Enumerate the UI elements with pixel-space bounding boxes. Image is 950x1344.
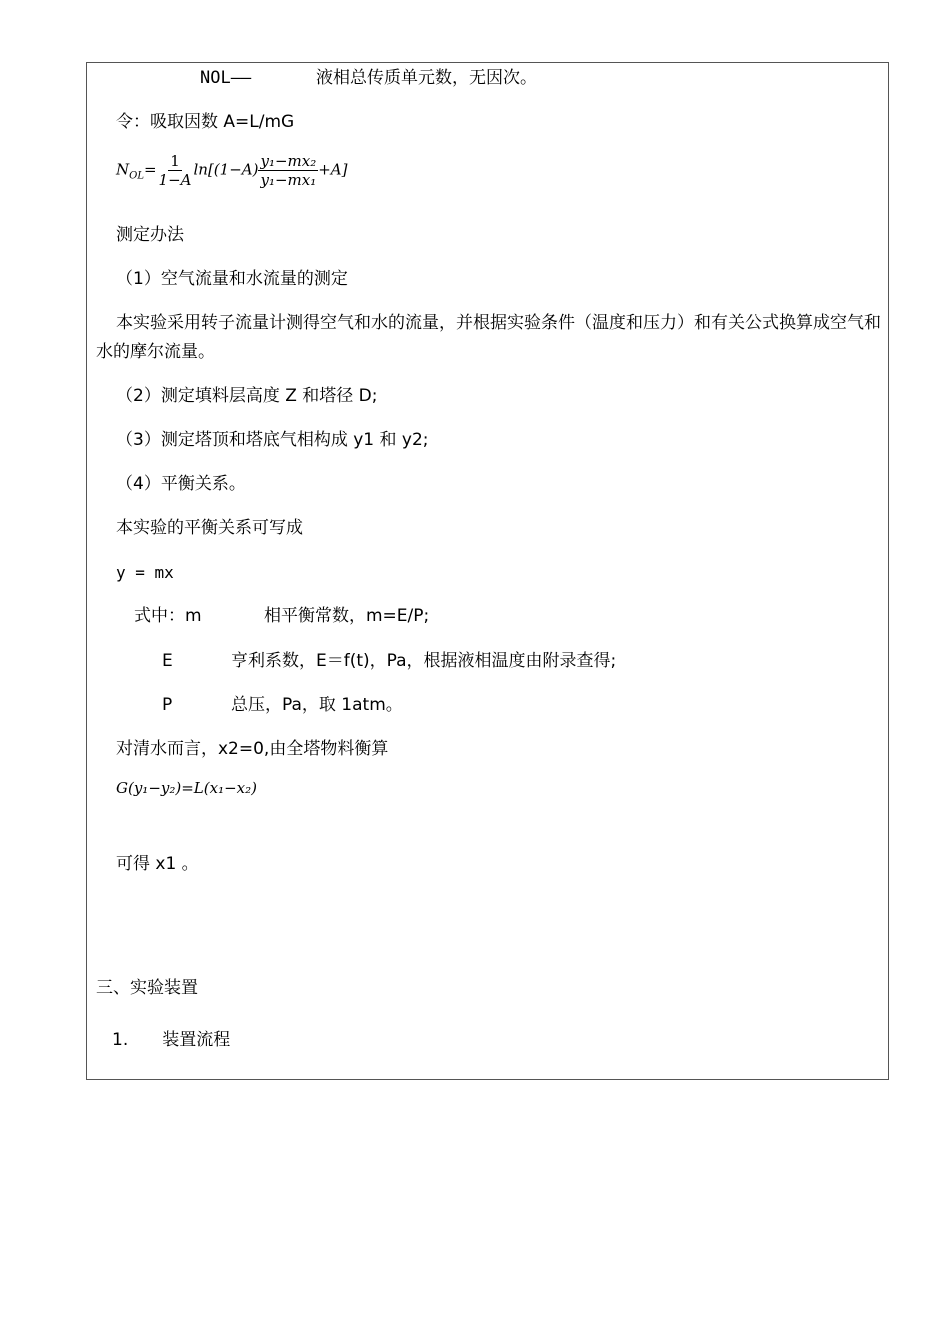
method-item-1-description: 本实验采用转子流量计测得空气和水的流量，并根据实验条件（温度和压力）和有关公式换算成空气和水的摩尔流量。: [96, 313, 881, 362]
formula-fraction-2: [258, 152, 318, 189]
formula-fraction-1: [157, 152, 194, 189]
formula-tail: +A]: [318, 160, 348, 179]
section-3-item-1: 1. 装置流程: [112, 1030, 231, 1050]
where-m-description: 相平衡常数，m=E/P;: [264, 606, 430, 626]
material-balance-formula: G(y₁−y₂)=L(x₁−x₂): [116, 779, 257, 797]
method-item-1: （1）空气流量和水流量的测定: [116, 269, 348, 289]
method-item-4: （4）平衡关系。: [116, 474, 246, 494]
formula-lhs: N: [116, 160, 130, 179]
clean-water-note: 对清水而言，x2=0,由全塔物料衡算: [116, 739, 389, 759]
nol-term: NOL——: [200, 68, 252, 88]
method-title: 测定办法: [116, 225, 184, 245]
formula-ln-term: ln[(1−A): [193, 160, 259, 179]
content-frame: [86, 62, 889, 1080]
where-p-label: P: [162, 695, 173, 715]
formula-equals: =: [143, 160, 157, 179]
absorption-factor-definition: 令：吸取因数 A=L/mG: [116, 112, 295, 132]
fraction-1-denominator: 1−A: [158, 171, 192, 189]
where-m-label: 式中：m: [134, 606, 202, 626]
where-e-description: 亨利系数，E＝f(t)，Pa，根据液相温度由附录查得;: [231, 651, 617, 671]
where-e-label: E: [162, 651, 173, 671]
formula-lhs-sub: OL: [129, 170, 144, 182]
equilibrium-equation: y = mx: [116, 563, 174, 582]
section-3-title: 三、实验装置: [96, 978, 198, 998]
where-p-description: 总压，Pa，取 1atm。: [231, 695, 403, 715]
fraction-1-numerator: 1: [170, 152, 180, 170]
fraction-2-numerator: y₁−mx₂: [260, 152, 317, 170]
fraction-2-denominator: y₁−mx₁: [260, 171, 317, 189]
nol-description: 液相总传质单元数，无因次。: [316, 68, 537, 88]
method-item-2: （2）测定填料层高度 Z 和塔径 D;: [116, 386, 378, 406]
equilibrium-intro: 本实验的平衡关系可写成: [116, 518, 303, 538]
method-item-3: （3）测定塔顶和塔底气相构成 y1 和 y2;: [116, 430, 429, 450]
obtain-x1: 可得 x1 。: [116, 854, 199, 874]
nol-formula: [116, 152, 348, 189]
